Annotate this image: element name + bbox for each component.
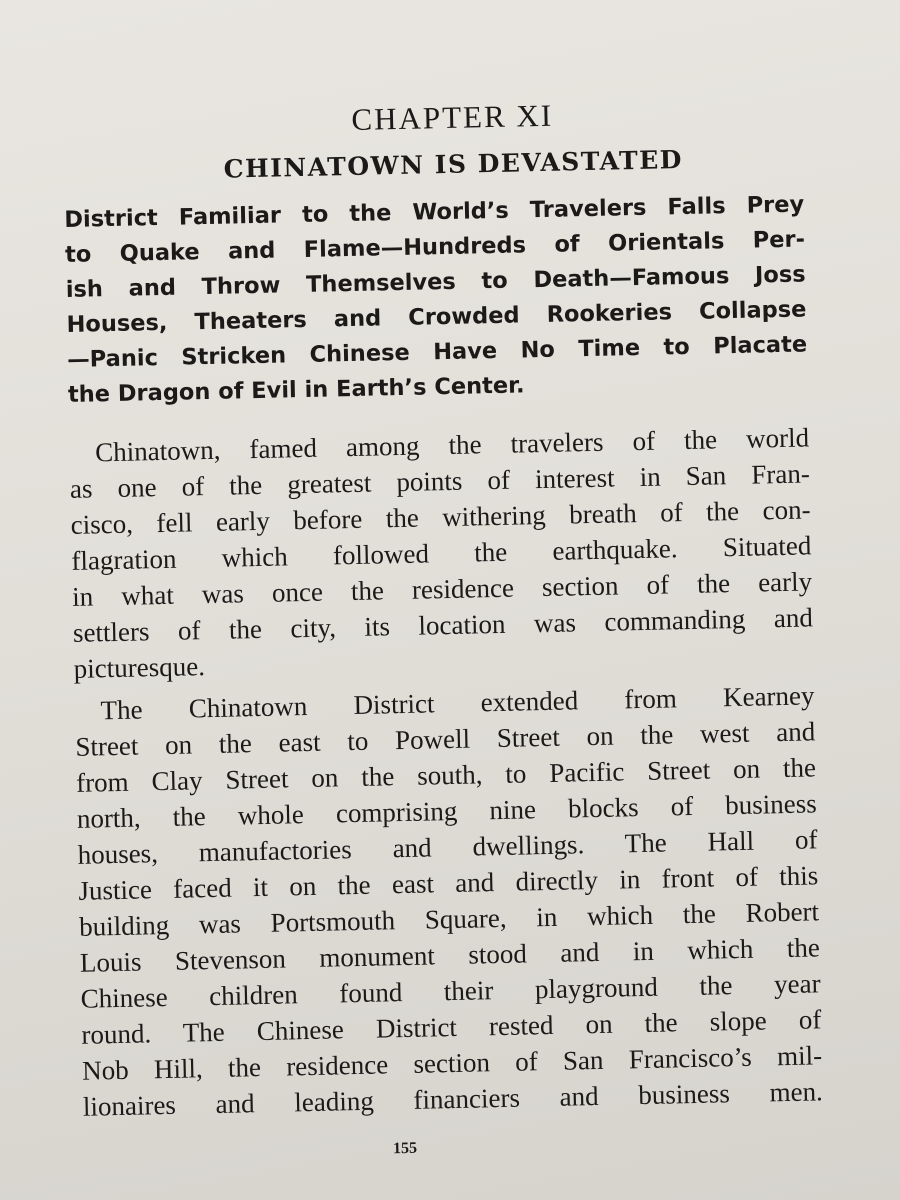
paragraph-line: houses, manufactories and dwellings. The Hall of [77,824,818,870]
body-paragraph [69,419,814,686]
chapter-summary [64,187,808,412]
summary-line: Houses, Theaters and Crowded Rookeries Collapse [66,296,807,338]
paragraph-line: Street on the east to Powell Street on the west and [75,716,816,762]
body-paragraph [74,677,823,1124]
paragraph-line: Louis Stevenson monument stood and in which the [79,932,821,978]
paragraph-line: settlers of the city, its location was commanding and [72,602,814,648]
summary-line: to Quake and Flame—Hundreds of Orientals Per- [64,226,806,268]
summary-line: the Dragon of Evil in Earth’s Center. [67,372,525,408]
summary-line: ish and Throw Themselves to Death—Famous Joss [65,261,806,303]
paragraph-line: from Clay Street on the south, to Pacific Street on the [75,752,817,798]
paragraph-line: building was Portsmouth Square, in which the Robert [78,896,820,942]
paragraph-line: north, the whole comprising nine blocks of business [76,788,818,834]
paragraph-line: Chinese children found their playground the year [80,968,821,1014]
paragraph-line: flagration which followed the earthquake. Situated [71,530,812,576]
paragraph-line: picturesque. [73,651,206,684]
paragraph-line: as one of the greatest points of interest in San Fran- [69,458,811,504]
paragraph-line: round. The Chinese District rested on the slope of [81,1004,822,1050]
paragraph-line: Nob Hill, the residence section of San Francisco’s mil- [81,1040,823,1086]
summary-line: —Panic Stricken Chinese Have No Time to Placate [67,331,808,373]
paragraph-line: lionaires and leading financiers and business men. [82,1076,824,1122]
paragraph-line: Justice faced it on the east and directly in front of this [78,860,819,906]
page-number: 155 [392,1139,418,1158]
paragraph-line: The Chinatown District extended from Kearney [100,680,815,726]
chapter-title: CHINATOWN IS DEVASTATED [223,145,684,184]
paragraph-line: cisco, fell early before the withering breath of the con- [70,494,811,540]
paragraph-line: in what was once the residence section of the early [71,566,813,612]
summary-line: District Familiar to the World’s Travelers Falls Prey [64,191,805,233]
paragraph-line: Chinatown, famed among the travelers of the world [94,422,810,468]
page-content [62,93,823,1131]
chapter-number: CHAPTER XI [351,97,554,137]
